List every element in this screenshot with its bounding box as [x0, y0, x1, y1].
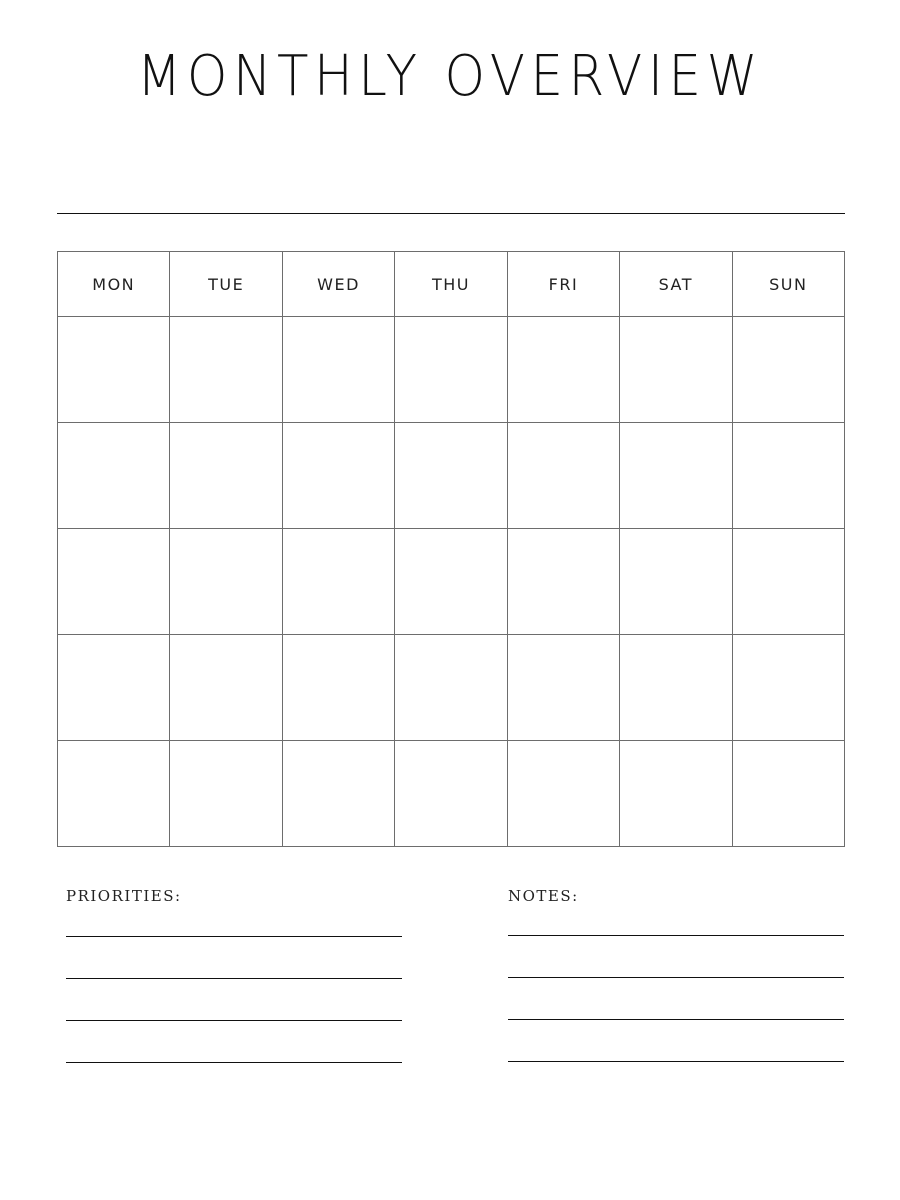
day-cell[interactable]: [732, 423, 844, 529]
weekday-header-thu: THU: [395, 252, 507, 317]
weekday-header-sun: SUN: [732, 252, 844, 317]
day-cell[interactable]: [395, 423, 507, 529]
day-cell[interactable]: [732, 529, 844, 635]
day-cell[interactable]: [58, 529, 170, 635]
day-cell[interactable]: [282, 423, 394, 529]
day-cell[interactable]: [282, 529, 394, 635]
week-row: [58, 317, 845, 423]
day-cell[interactable]: [620, 529, 732, 635]
weekday-header-sat: SAT: [620, 252, 732, 317]
day-cell[interactable]: [507, 423, 619, 529]
calendar-grid: [57, 251, 845, 847]
priorities-line[interactable]: [66, 1062, 402, 1063]
priorities-line[interactable]: [66, 1020, 402, 1021]
day-cell[interactable]: [170, 317, 282, 423]
priorities-label: PRIORITIES:: [66, 887, 182, 905]
day-cell[interactable]: [507, 529, 619, 635]
day-cell[interactable]: [282, 635, 394, 741]
day-cell[interactable]: [507, 635, 619, 741]
page-title: MONTHLY OVERVIEW: [136, 44, 764, 109]
day-cell[interactable]: [507, 741, 619, 847]
day-cell[interactable]: [170, 741, 282, 847]
day-cell[interactable]: [507, 317, 619, 423]
weekday-header-mon: MON: [58, 252, 170, 317]
day-cell[interactable]: [732, 635, 844, 741]
day-cell[interactable]: [170, 635, 282, 741]
week-row: [58, 423, 845, 529]
day-cell[interactable]: [732, 741, 844, 847]
day-cell[interactable]: [395, 741, 507, 847]
priorities-line[interactable]: [66, 978, 402, 979]
day-cell[interactable]: [395, 529, 507, 635]
weekday-header-tue: TUE: [170, 252, 282, 317]
day-cell[interactable]: [620, 423, 732, 529]
weekday-header-row: [58, 252, 845, 317]
day-cell[interactable]: [58, 423, 170, 529]
week-row: [58, 741, 845, 847]
notes-line[interactable]: [508, 1061, 844, 1062]
day-cell[interactable]: [282, 317, 394, 423]
day-cell[interactable]: [58, 741, 170, 847]
day-cell[interactable]: [395, 317, 507, 423]
weekday-header-fri: FRI: [507, 252, 619, 317]
day-cell[interactable]: [170, 529, 282, 635]
day-cell[interactable]: [170, 423, 282, 529]
day-cell[interactable]: [395, 635, 507, 741]
day-cell[interactable]: [282, 741, 394, 847]
day-cell[interactable]: [58, 317, 170, 423]
title-divider: [57, 213, 845, 214]
notes-line[interactable]: [508, 935, 844, 936]
weekday-header-wed: WED: [282, 252, 394, 317]
notes-line[interactable]: [508, 977, 844, 978]
day-cell[interactable]: [620, 635, 732, 741]
week-row: [58, 635, 845, 741]
day-cell[interactable]: [732, 317, 844, 423]
day-cell[interactable]: [58, 635, 170, 741]
day-cell[interactable]: [620, 317, 732, 423]
week-row: [58, 529, 845, 635]
priorities-line[interactable]: [66, 936, 402, 937]
notes-label: NOTES:: [508, 887, 579, 905]
notes-line[interactable]: [508, 1019, 844, 1020]
day-cell[interactable]: [620, 741, 732, 847]
